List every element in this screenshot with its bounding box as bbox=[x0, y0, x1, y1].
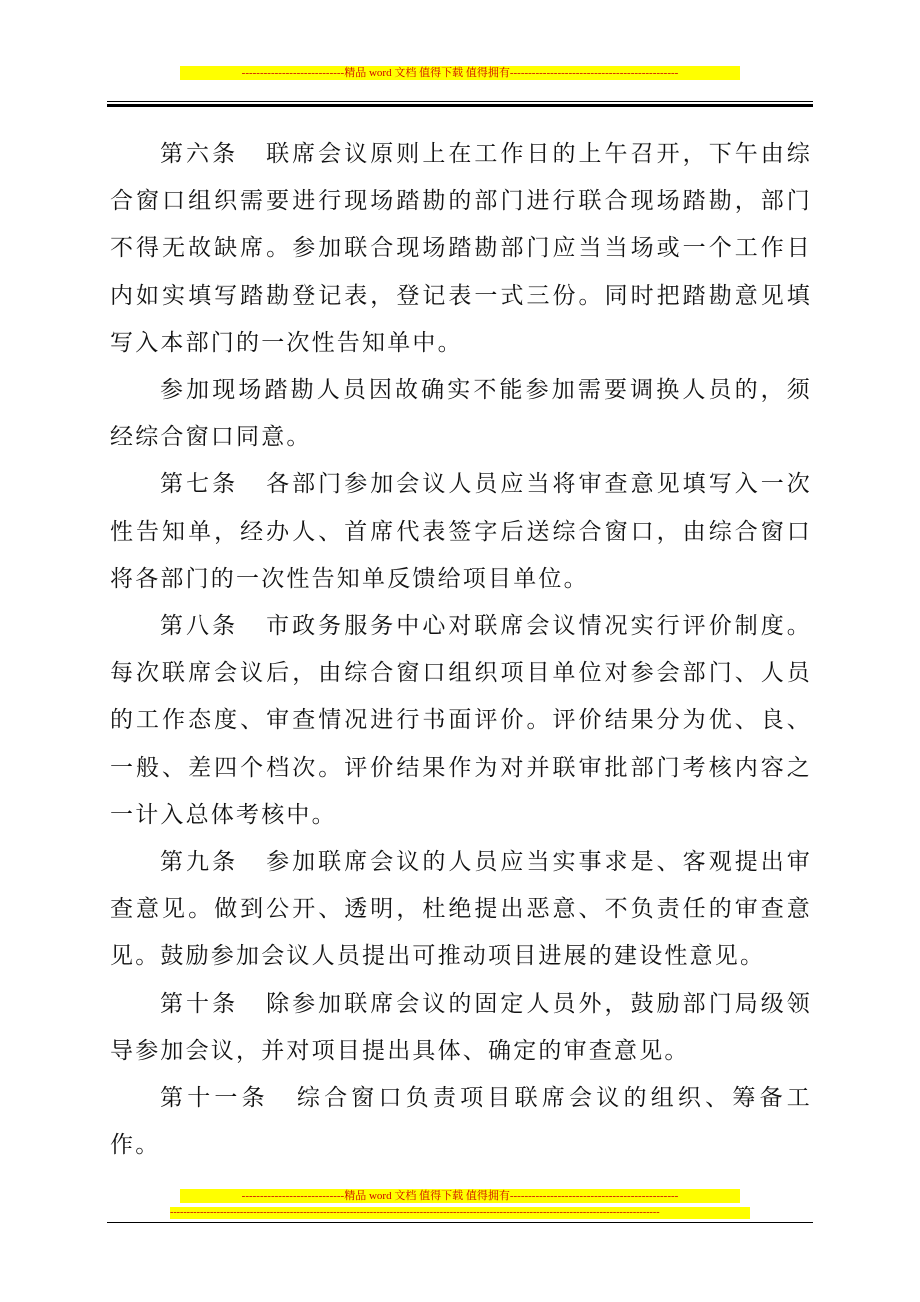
article-number: 第十一条 bbox=[160, 1085, 269, 1112]
paragraph-article-9 bbox=[110, 839, 812, 981]
header-rule-thick bbox=[107, 104, 813, 107]
footer-banner-dashes: --------------------------------------------------------------------------------------------------------------------------------------------------- bbox=[170, 1207, 750, 1219]
paragraph-article-11 bbox=[110, 1075, 812, 1169]
header-banner: ----------------------------精品 word 文档 值得下载 值得拥有---------------------------------------------- bbox=[180, 66, 740, 80]
paragraph-article-6 bbox=[110, 131, 812, 367]
article-number: 第七条 bbox=[160, 471, 239, 498]
footer-banner: ----------------------------精品 word 文档 值得下载 值得拥有---------------------------------------------- bbox=[180, 1189, 740, 1203]
document-body bbox=[110, 131, 812, 1169]
paragraph-article-7 bbox=[110, 461, 812, 603]
footer-rule bbox=[107, 1222, 813, 1223]
paragraph-text: 联席会议原则上在工作日的上午召开，下午由综合窗口组织需要进行现场踏勘的部门进行联合现场踏勘，部门不得无故缺席。参加联合现场踏勘部门应当当场或一个工作日内如实填写踏勘登记表，登记表一式三份。同时把踏勘意见填写入本部门的一次性告知单中。 bbox=[110, 141, 812, 356]
paragraph-article-10 bbox=[110, 981, 812, 1075]
paragraph-article-6-cont bbox=[110, 367, 812, 461]
article-number: 第八条 bbox=[160, 613, 239, 640]
paragraph-text: 参加联席会议的人员应当实事求是、客观提出审查意见。做到公开、透明，杜绝提出恶意、不负责任的审查意见。鼓励参加会议人员提出可推动项目进展的建设性意见。 bbox=[110, 849, 812, 970]
paragraph-text: 参加现场踏勘人员因故确实不能参加需要调换人员的，须经综合窗口同意。 bbox=[110, 377, 812, 451]
header-rule-thin bbox=[107, 101, 813, 102]
article-number: 第十条 bbox=[160, 990, 239, 1017]
paragraph-text: 除参加联席会议的固定人员外，鼓励部门局级领导参加会议，并对项目提出具体、确定的审查意见。 bbox=[110, 990, 812, 1064]
paragraph-article-8 bbox=[110, 603, 812, 839]
article-number: 第九条 bbox=[160, 849, 239, 876]
paragraph-text: 市政务服务中心对联席会议情况实行评价制度。每次联席会议后，由综合窗口组织项目单位对参会部门、人员的工作态度、审查情况进行书面评价。评价结果分为优、良、一般、差四个档次。评价结果作为对并联审批部门考核内容之一计入总体考核中。 bbox=[110, 613, 812, 828]
paragraph-text: 综合窗口负责项目联席会议的组织、筹备工作。 bbox=[110, 1085, 812, 1159]
article-number: 第六条 bbox=[160, 141, 239, 167]
paragraph-text: 各部门参加会议人员应当将审查意见填写入一次性告知单，经办人、首席代表签字后送综合窗口，由综合窗口将各部门的一次性告知单反馈给项目单位。 bbox=[110, 471, 812, 592]
